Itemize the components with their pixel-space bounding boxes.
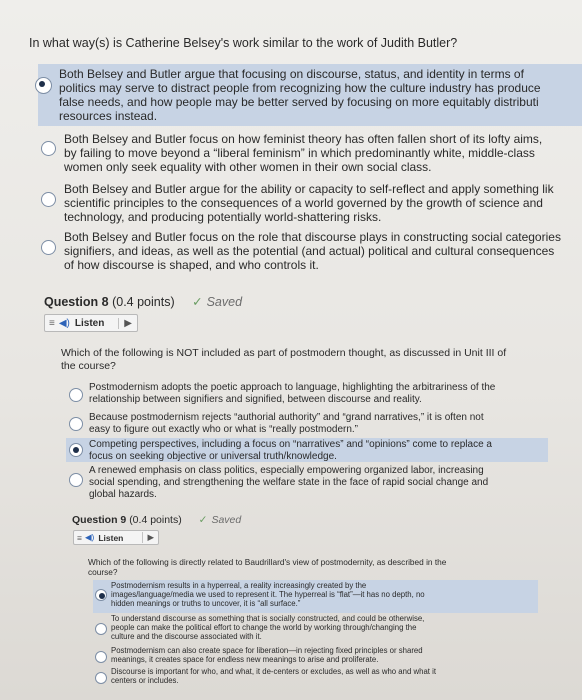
q7-option-2-text: Both Belsey and Butler focus on how feminist theory has often fallen short of its lofty aims, by failing to move beyond a “liberal feminism” in which predominantly white, middle-class women only seek equality with other women in their own social class. <box>64 132 543 175</box>
question-9-points: (0.4 points) <box>129 514 182 526</box>
q8-option-3[interactable] <box>66 438 548 462</box>
question-7-prompt: In what way(s) is Catherine Belsey's work similar to the work of Judith Butler? <box>29 36 458 50</box>
q8-option-4[interactable] <box>66 464 566 502</box>
q9-option-1-radio[interactable] <box>95 589 107 601</box>
q7-option-2-radio[interactable] <box>41 141 56 156</box>
q7-option-1-text: Both Belsey and Butler argue that focusing on discourse, status, and identity in terms of politics may serve to distract people from recognizing how the culture industry has produce false needs, and how people may be better served by focusing on more equitably distributi resources instead. <box>59 67 541 124</box>
q7-option-4-text: Both Belsey and Butler focus on the role that discourse plays in constructing social categories signifiers, and ideas, as well as the potential (and actual) political and cultural consequences of how discourse is shaped, and who controls it. <box>64 230 561 273</box>
q9-option-1[interactable] <box>93 580 538 613</box>
question-9-listen-button[interactable] <box>73 530 159 545</box>
q9-option-2[interactable] <box>93 614 563 644</box>
menu-lines-icon: ≡ <box>77 532 82 543</box>
q7-option-3-text: Both Belsey and Butler argue for the ability or capacity to self-reflect and apply something lik scientific principles to the consequences of a world governed by the growth of science and technology, and producing potentially world-shattering risks. <box>64 182 554 225</box>
q9-option-4-radio[interactable] <box>95 672 107 684</box>
menu-lines-icon: ≡ <box>49 317 55 329</box>
question-9-saved-status: ✓ Saved <box>198 514 242 526</box>
q7-option-2[interactable] <box>38 128 582 178</box>
play-icon[interactable]: ▶ <box>118 318 137 329</box>
question-9-header <box>72 514 241 526</box>
q8-option-2-radio[interactable] <box>69 417 83 431</box>
q9-option-2-text: To understand discourse as something that is socially constructed, and could be otherwise, people can make the political effort to change the world by working through/changing the culture and the discourse associated with it. <box>111 614 425 642</box>
q8-option-2-text: Because postmodernism rejects “authorial authority” and “grand narratives,” it is often not easy to figure out exactly who or what is “really postmodern.” <box>89 412 484 435</box>
question-8-points: (0.4 points) <box>112 295 175 309</box>
q8-option-1-text: Postmodernism adopts the poetic approach to language, highlighting the arbitrariness of the relationship between signifiers and signified, between discourse and reality. <box>89 382 496 405</box>
q7-option-1[interactable] <box>38 64 582 126</box>
q9-option-1-text: Postmodernism results in a hyperreal, a reality increasingly created by the images/language/media we used to represent it. The hyperreal is “flat”—it has no depth, no hidden meanings or truths to uncover, it is “all surface.” <box>111 581 425 609</box>
listen-label: Listen <box>98 532 124 543</box>
q8-option-4-radio[interactable] <box>69 473 83 487</box>
q9-option-3-text: Postmodernism can also create space for liberation—in rejecting fixed principles or shared meanings, it creates space for endless new meanings to arise and proliferate. <box>111 646 423 665</box>
play-icon[interactable]: ▶ <box>142 532 158 543</box>
question-9-prompt: Which of the following is directly related to Baudrillard's view of postmodernity, as described in the course? <box>88 557 447 577</box>
q8-option-3-text: Competing perspectives, including a focus on “narratives” and “opinions” come to replace a focus on seeking objective or universal truth/knowledge. <box>89 439 492 462</box>
check-icon: ✓ <box>198 514 208 526</box>
listen-label: Listen <box>74 317 105 329</box>
speaker-icon: ◀) <box>84 532 95 542</box>
q8-option-1-radio[interactable] <box>69 388 83 402</box>
q7-option-4-radio[interactable] <box>41 240 56 255</box>
q8-option-4-text: A renewed emphasis on class politics, especially empowering organized labor, increasing social spending, and strengthening the welfare state in the face of rapid social change and global hazards. <box>89 465 489 500</box>
question-8-listen-button[interactable] <box>44 314 138 332</box>
question-8-number: Question 8 <box>44 295 109 309</box>
q7-option-3-radio[interactable] <box>41 192 56 207</box>
q7-option-3[interactable] <box>38 180 582 228</box>
question-8-prompt: Which of the following is NOT included as part of postmodern thought, as discussed in Unit III of the course? <box>61 347 507 372</box>
question-8-header <box>44 294 242 309</box>
q9-option-2-radio[interactable] <box>95 623 107 635</box>
question-9-number: Question 9 <box>72 514 127 526</box>
q7-option-4[interactable] <box>38 228 582 278</box>
q8-option-2[interactable] <box>66 411 566 437</box>
q9-option-4[interactable] <box>93 667 563 687</box>
q9-option-3-radio[interactable] <box>95 651 107 663</box>
q9-option-3[interactable] <box>93 646 563 666</box>
q7-option-1-radio[interactable] <box>35 77 52 94</box>
speaker-icon: ◀) <box>58 317 70 329</box>
check-icon: ✓ <box>192 295 203 309</box>
q8-option-1[interactable] <box>66 380 566 412</box>
question-8-saved-status: ✓ Saved <box>192 295 243 309</box>
q8-option-3-radio[interactable] <box>69 443 83 457</box>
q9-option-4-text: Discourse is important for who, and what, it de-centers or excludes, as well as who and what it centers or includes. <box>111 667 437 686</box>
